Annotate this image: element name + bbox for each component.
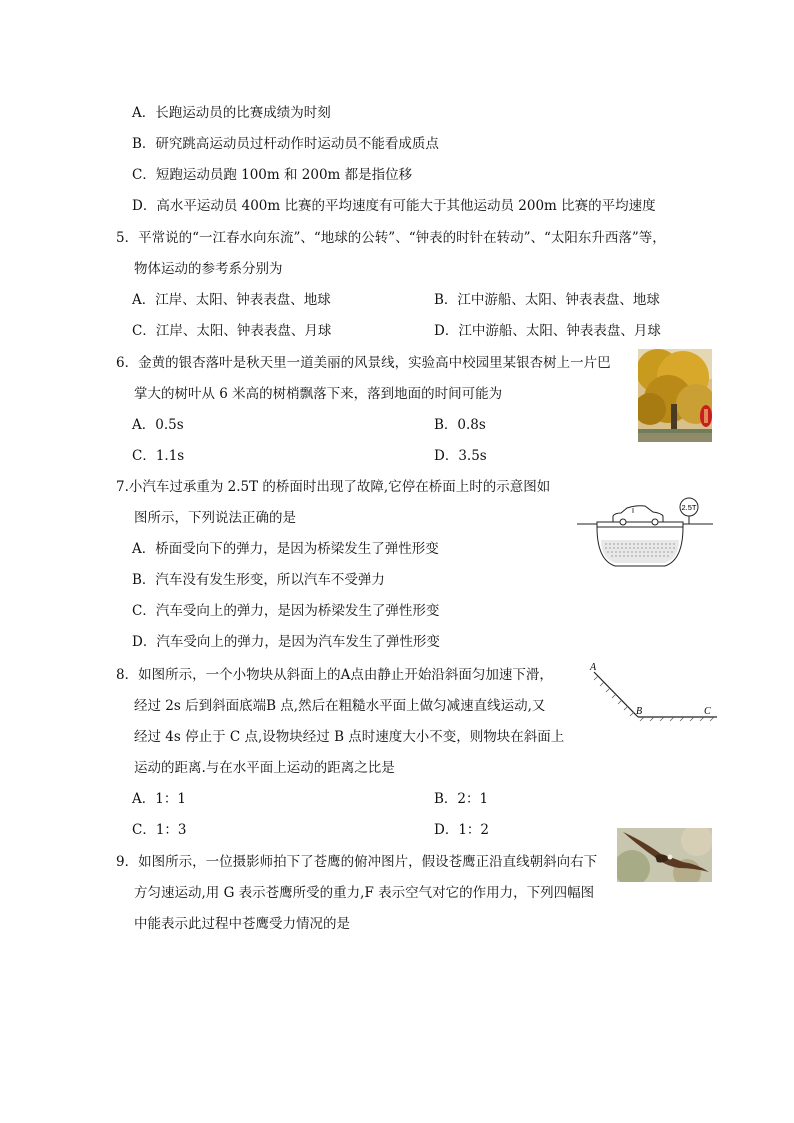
q5-option-d: D．江中游船、太阳、钟表表盘、月球 [434, 323, 661, 339]
eagle-photo [617, 828, 712, 882]
q9-stem-line2: 方匀速运动,用 G 表示苍鹰所受的重力,F 表示空气对它的作用力，下列四幅图 [134, 885, 595, 901]
ginkgo-tree-photo [638, 349, 712, 442]
incline-diagram [582, 660, 722, 726]
q4-option-d: D．高水平运动员 400m 比赛的平均速度有可能大于其他运动员 200m 比赛的平均速度 [132, 198, 656, 214]
q5-option-c: C．江岸、太阳、钟表表盘、月球 [132, 323, 332, 339]
q6-stem-line2: 掌大的树叶从 6 米高的树梢飘落下来，落到地面的时间可能为 [134, 386, 503, 402]
q8-stem-line3: 经过 4s 停止于 C 点,设物块经过 B 点时速度大小不变，则物块在斜面上 [134, 729, 565, 745]
q6-option-a: A．0.5s [132, 417, 184, 433]
q7-stem-line1: 7.小汽车过承重为 2.5T 的桥面时出现了故障,它停在桥面上时的示意图如 [116, 479, 551, 495]
q4-option-a: A．长跑运动员的比赛成绩为时刻 [132, 105, 331, 121]
point-b-label: B [636, 706, 643, 717]
q6-stem-line1: 6．金黄的银杏落叶是秋天里一道美丽的风景线，实验高中校园里某银杏树上一片巴 [116, 355, 611, 371]
q5-option-b: B．江中游船、太阳、钟表表盘、地球 [434, 292, 660, 308]
q7-option-c: C．汽车受向上的弹力，是因为桥梁发生了弹性形变 [132, 603, 440, 619]
q4-option-c: C．短跑运动员跑 100m 和 200m 都是指位移 [132, 167, 413, 183]
q8-option-b: B．2：1 [434, 791, 489, 807]
q7-option-b: B．汽车没有发生形变，所以汽车不受弹力 [132, 572, 385, 588]
q8-stem-line1: 8．如图所示，一个小物块从斜面上的A点由静止开始沿斜面匀加速下滑， [116, 667, 553, 683]
q7-option-a: A．桥面受向下的弹力，是因为桥梁发生了弹性形变 [132, 541, 439, 557]
q6-option-b: B．0.8s [434, 417, 486, 433]
q5-stem-line1: 5．平常说的“一江春水向东流”、“地球的公转”、“钟表的时针在转动”、“太阳东升西落”等， [116, 230, 666, 246]
point-a-label: A [590, 662, 597, 673]
q9-stem-line1: 9．如图所示，一位摄影师拍下了苍鹰的俯冲图片，假设苍鹰正沿直线朝斜向右下 [116, 854, 598, 870]
q6-option-c: C．1.1s [132, 448, 185, 464]
point-c-label: C [704, 706, 711, 717]
q8-stem-line2: 经过 2s 后到斜面底端B 点,然后在粗糙水平面上做匀减速直线运动,又 [134, 698, 546, 714]
weight-limit-sign-label: 2.5T [681, 503, 697, 512]
q8-stem-line4: 运动的距离.与在水平面上运动的距离之比是 [134, 760, 395, 776]
q4-option-b: B．研究跳高运动员过杆动作时运动员不能看成质点 [132, 136, 439, 152]
q7-option-d: D．汽车受向上的弹力，是因为汽车发生了弹性形变 [132, 634, 440, 650]
q8-option-d: D．1：2 [434, 822, 490, 838]
q8-option-a: A．1：1 [132, 791, 186, 807]
q5-stem-line2: 物体运动的参考系分别为 [134, 261, 283, 277]
q8-option-c: C．1：3 [132, 822, 187, 838]
q9-stem-line3: 中能表示此过程中苍鹰受力情况的是 [134, 916, 350, 932]
q6-option-d: D．3.5s [434, 448, 487, 464]
bridge-car-diagram [575, 496, 715, 576]
q5-option-a: A．江岸、太阳、钟表表盘、地球 [132, 292, 331, 308]
q7-stem-line2: 图所示，下列说法正确的是 [134, 510, 296, 526]
